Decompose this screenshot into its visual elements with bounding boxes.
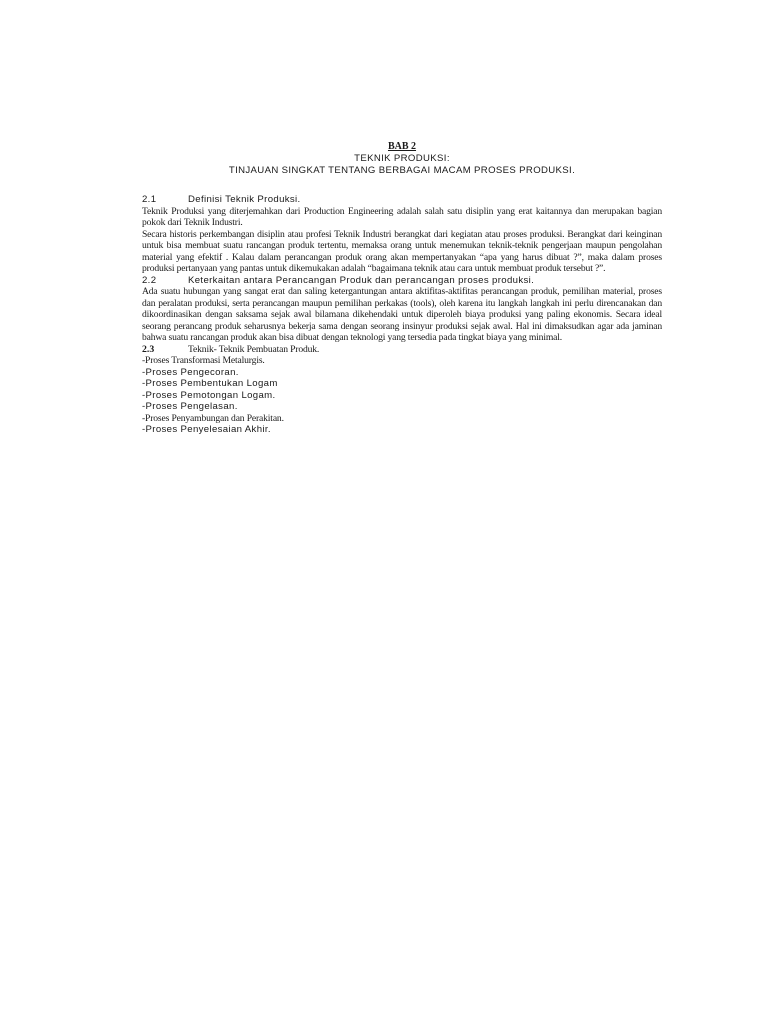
section-heading-2-2 [142, 275, 662, 287]
document-page [142, 141, 662, 436]
list-item: -Proses Penyambungan dan Perakitan. [142, 412, 284, 424]
paragraph: Ada suatu hubungan yang sangat erat dan saling ketergantungan antara aktifitas-aktifitas perancangan produk, pemilihan material, proses dan peralatan produksi, serta perancangan maupun pemilihan perkakas (tools), oleh karena itu langkah langkah ini perlu direncanakan dan dikoordinasikan dengan saksama sejak awal bilamana dikehendaki untuk diperoleh biaya produksi yang paling ekonomis. Secara ideal seorang perancang produk seharusnya bekerja sama dengan seorang insinyur produksi sejak awal. Hal ini dimaksudkan agar ada jaminan bahwa suatu rancangan produk akan bisa dibuat dengan teknologi yang tersedia pada tingkat biaya yang minimal. [142, 286, 662, 343]
paragraph: Teknik Produksi yang diterjemahkan dari Production Engineering adalah salah satu disiplin yang erat kaitannya dan merupakan bagian pokok dari Teknik Industri. [142, 205, 662, 228]
section-title: Teknik- Teknik Pembuatan Produk. [188, 343, 320, 355]
section-number: 2.3 [142, 343, 155, 355]
list-item: -Proses Pengelasan. [142, 401, 238, 412]
chapter-title: TEKNIK PRODUKSI: [354, 153, 450, 164]
section-number: 2.2 [142, 274, 157, 286]
paragraph: Secara historis perkembangan disiplin atau profesi Teknik Industri berangkat dari kegiatan atau proses produksi. Berangkat dari keinginan untuk bisa membuat suatu rancangan produk tertentu, memaksa orang untuk menemukan teknik-teknik pengerjaan maupun pengolahan material yang efektif . Kalau dalam perancangan produk orang akan mempertanyakan “apa yang harus dibuat ?”, maka dalam proses produksi pertanyaan yang pantas untuk dikemukakan adalah “bagaimana teknik atau cara untuk membuat produk tersebut ?”. [142, 228, 662, 274]
list-item: -Proses Penyelesaian Akhir. [142, 424, 271, 435]
title-spacer [142, 177, 662, 194]
chapter-label: BAB 2 [387, 141, 417, 152]
list-item: -Proses Pemotongan Logam. [142, 389, 276, 401]
section-number: 2.1 [142, 194, 157, 205]
section-title: Definisi Teknik Produksi. [188, 194, 301, 205]
list-item: -Proses Transformasi Metalurgis. [142, 355, 265, 366]
chapter-subtitle: TINJAUAN SINGKAT TENTANG BERBAGAI MACAM PROSES PRODUKSI. [228, 165, 576, 176]
list-item: -Proses Pembentukan Logam [142, 378, 278, 389]
list-item: -Proses Pengecoran. [142, 366, 239, 378]
section-heading-2-1 [142, 194, 662, 206]
section-heading-2-3 [142, 344, 662, 356]
section-title: Keterkaitan antara Perancangan Produk dan perancangan proses produksi. [188, 274, 535, 286]
